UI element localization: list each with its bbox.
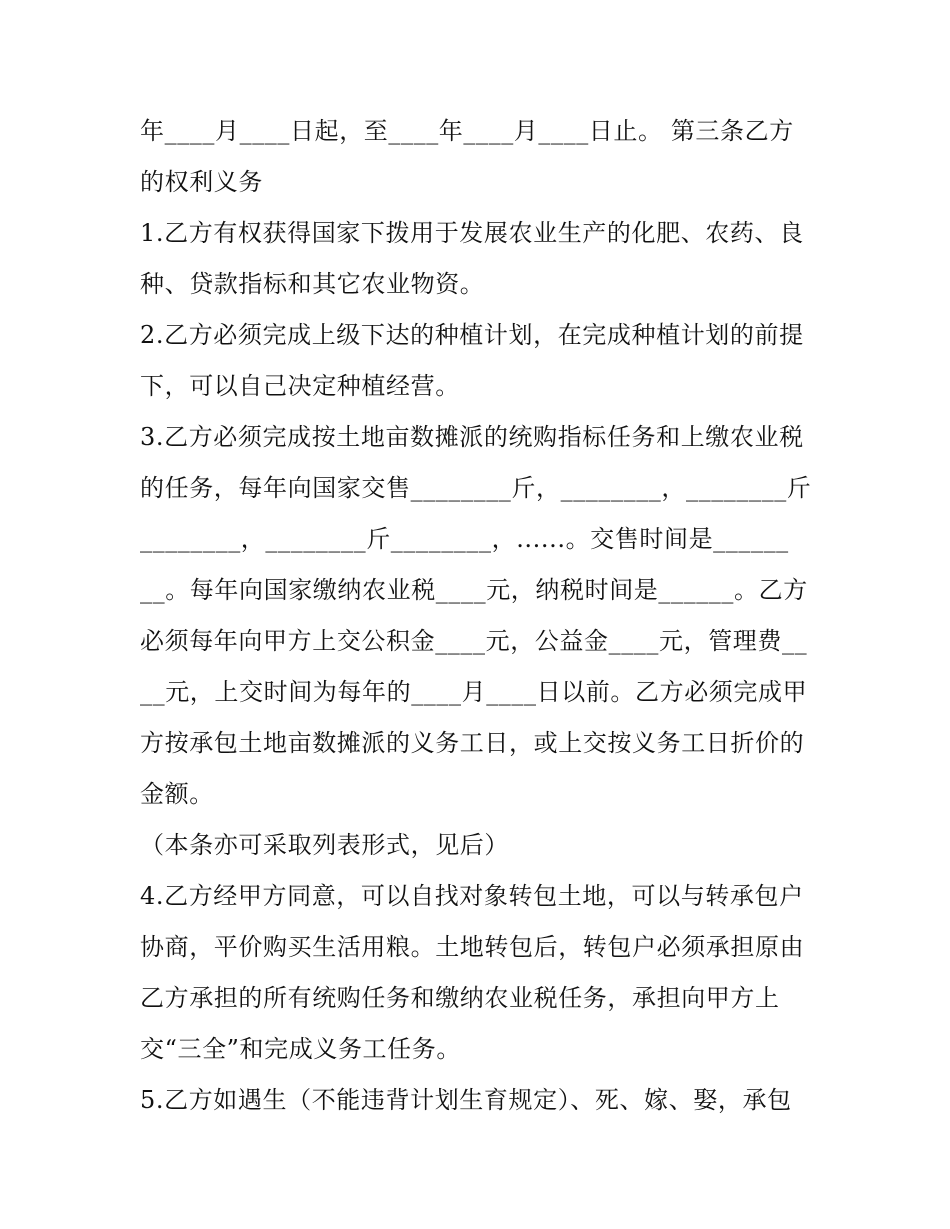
text-line: ________，________斤________，......。交售时间是______ [140, 525, 789, 553]
text-line: 金额。 [140, 780, 214, 808]
text-line: 下，可以自己决定种植经营。 [140, 372, 460, 400]
text-line: 方按承包土地亩数摊派的义务工日，或上交按义务工日折价的 [140, 729, 805, 757]
text-line: 年____月____日起，至____年____月____日止。 第三条乙方 [140, 117, 794, 145]
text-line: 交“三全”和完成义务工任务。 [140, 1035, 461, 1063]
text-line: 1.乙方有权获得国家下拨用于发展农业生产的化肥、农药、良 [140, 219, 804, 247]
text-line: 协商，平价购买生活用粮。土地转包后，转包户必须承担原由 [140, 933, 805, 961]
text-line: 必须每年向甲方上交公积金____元，公益金____元，管理费__ [140, 627, 808, 655]
text-line: 的任务，每年向国家交售________斤，________，________斤 [140, 474, 812, 502]
text-line: 种、贷款指标和其它农业物资。 [140, 270, 485, 298]
text-line: __。每年向国家缴纳农业税____元，纳税时间是______。乙方 [140, 576, 808, 604]
text-line: （本条亦可采取列表形式，见后） [140, 831, 509, 859]
text-line: 2.乙方必须完成上级下达的种植计划，在完成种植计划的前提 [140, 321, 804, 349]
text-line: 4.乙方经甲方同意，可以自找对象转包土地，可以与转承包户 [140, 882, 804, 910]
text-line: __元，上交时间为每年的____月____日以前。乙方必须完成甲 [140, 678, 808, 706]
text-line: 的权利义务 [140, 168, 263, 196]
text-line: 5.乙方如遇生（不能违背计划生育规定）、死、嫁、娶，承包 [140, 1086, 792, 1114]
text-line: 3.乙方必须完成按土地亩数摊派的统购指标任务和上缴农业税 [140, 423, 804, 451]
contract-text [140, 106, 820, 1126]
text-line: 乙方承担的所有统购任务和缴纳农业税任务，承担向甲方上 [140, 984, 780, 1012]
